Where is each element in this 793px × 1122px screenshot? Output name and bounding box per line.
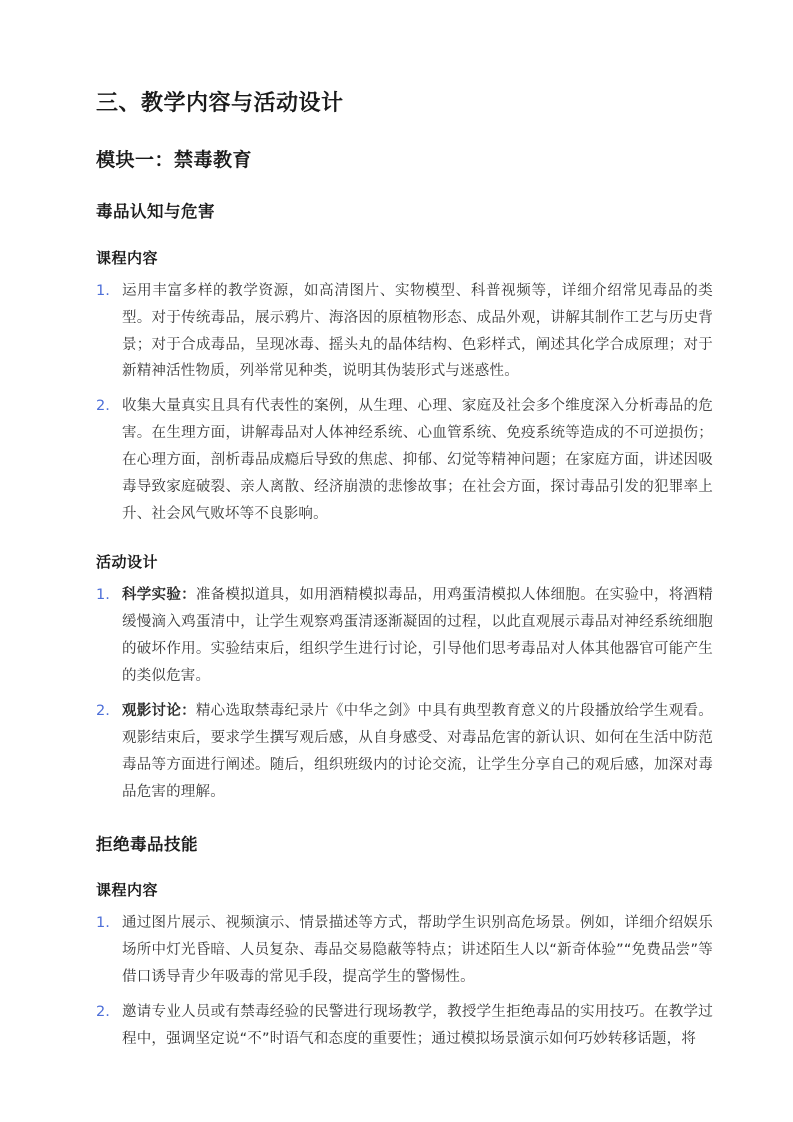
item-body: 通过图片展示、视频演示、情景描述等方式，帮助学生识别高危场景。例如，详细介绍娱乐场所中灯光昏暗、人员复杂、毒品交易隐蔽等特点；讲述陌生人以“新奇体验”“免费品尝”等借口诱导青少年吸毒的常见手段，提高学生的警惕性。 — [122, 915, 713, 986]
item-body: 邀请专业人员或有禁毒经验的民警进行现场教学，教授学生拒绝毒品的实用技巧。在教学过程中，强调坚定说“不”时语气和态度的重要性；通过模拟场景演示如何巧妙转移话题，将 — [122, 1004, 713, 1048]
item-body: 运用丰富多样的教学资源，如高清图片、实物模型、科普视频等，详细介绍常见毒品的类型。对于传统毒品，展示鸦片、海洛因的原植物形态、成品外观，讲解其制作工艺与历史背景；对于合成毒品，呈现冰毒、摇头丸的晶体结构、色彩样式，阐述其化学合成原理；对于新精神活性物质，列举常见种类，说明其伪装形式与迷惑性。 — [122, 282, 713, 380]
item-body: 精心选取禁毒纪录片《中华之剑》中具有典型教育意义的片段播放给学生观看。观影结束后，要求学生撰写观后感，从自身感受、对毒品危害的新认识、如何在生活中防范毒品等方面进行阐述。随后，组织班级内的讨论交流，让学生分享自己的观后感，加深对毒品危害的理解。 — [122, 703, 714, 801]
topic-heading-2: 拒绝毒品技能 — [96, 835, 198, 855]
module-heading: 模块一：禁毒教育 — [96, 148, 253, 171]
doc-title: 三、教学内容与活动设计 — [96, 91, 344, 116]
item-body: 准备模拟道具，如用酒精模拟毒品，用鸡蛋清模拟人体细胞。在实验中，将酒精缓慢滴入鸡蛋清中，让学生观察鸡蛋清逐渐凝固的过程，以此直观展示毒品对神经系统细胞的破坏作用。实验结束后，组织学生进行讨论，引导他们思考毒品对人体其他器官可能产生的类似危害。 — [122, 587, 714, 685]
item-body: 收集大量真实且具有代表性的案例，从生理、心理、家庭及社会多个维度深入分析毒品的危害。在生理方面，讲解毒品对人体神经系统、心血管系统、免疫系统等造成的不可逆损伤；在心理方面，剖析毒品成瘾后导致的焦虑、抑郁、幻觉等精神问题；在家庭方面，讲述因吸毒导致家庭破裂、亲人离散、经济崩溃的悲惨故事；在社会方面，探讨毒品引发的犯罪率上升、社会风气败坏等不良影响。 — [122, 398, 713, 523]
list-item — [96, 698, 713, 806]
item-text — [122, 698, 713, 806]
list-item — [96, 278, 713, 386]
item-text — [122, 278, 713, 386]
item-lead: 观影讨论： — [122, 703, 196, 720]
item-marker: 2. — [96, 1004, 110, 1021]
item-marker: 1. — [96, 587, 110, 604]
item-marker: 1. — [96, 915, 110, 932]
block-label-course-content-2: 课程内容 — [96, 881, 159, 900]
list-item — [96, 999, 713, 1053]
item-lead: 科学实验： — [122, 587, 196, 604]
activity-design-list — [96, 582, 713, 806]
topic-heading-1: 毒品认知与危害 — [96, 202, 215, 222]
list-item — [96, 910, 713, 991]
list-item — [96, 393, 713, 528]
item-text — [122, 999, 713, 1053]
block-label-course-content-1: 课程内容 — [96, 248, 159, 267]
course-content-list-2 — [96, 910, 713, 1053]
item-text — [122, 910, 713, 991]
item-text — [122, 582, 713, 690]
item-marker: 2. — [96, 703, 110, 720]
list-item — [96, 582, 713, 690]
item-text — [122, 393, 713, 528]
course-content-list-1 — [96, 278, 713, 529]
block-label-activity-design: 活动设计 — [96, 553, 159, 572]
item-marker: 2. — [96, 398, 110, 415]
item-marker: 1. — [96, 282, 110, 299]
